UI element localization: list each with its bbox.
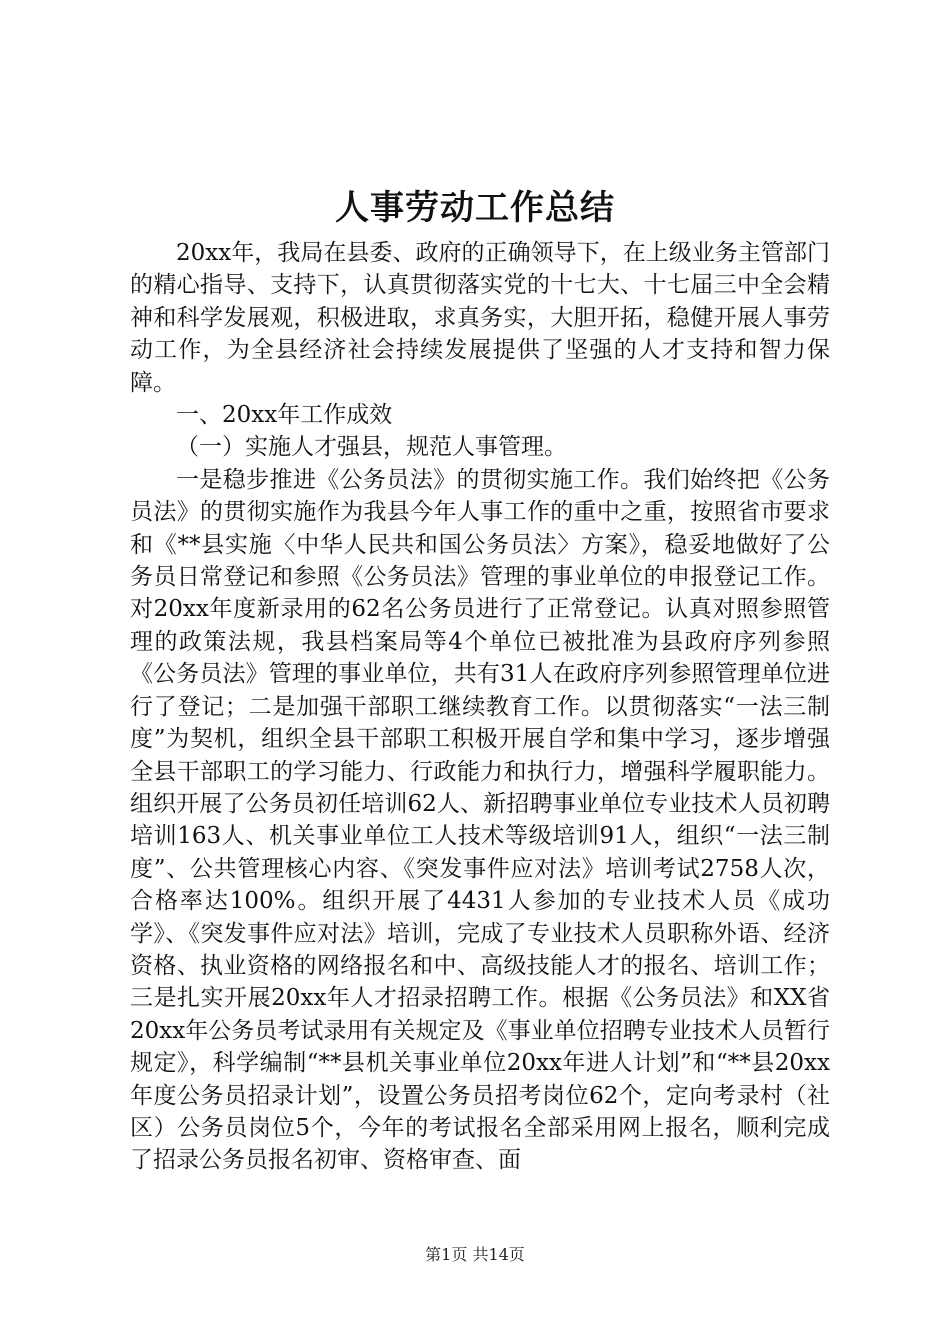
- page-number-footer: 第1页 共14页: [425, 1245, 525, 1264]
- intro-paragraph: 20xx年，我局在县委、政府的正确领导下，在上级业务主管部门的精心指导、支持下，认真贯彻落实党的十七大、十七届三中全会精神和科学发展观，积极进取，求真务实，大胆开拓，稳健开展人事劳动工作，为全县经济社会持续发展提供了坚强的人才支持和智力保障。: [130, 240, 830, 396]
- subsection-heading: （一）实施人才强县，规范人事管理。: [176, 434, 567, 461]
- body-paragraph: 一是稳步推进《公务员法》的贯彻实施工作。我们始终把《公务员法》的贯彻实施作为我县今年人事工作的重中之重，按照省市要求和《**县实施〈中华人民共和国公务员法〉方案》，稳妥地做好了公务员日常登记和参照《公务员法》管理的事业单位的申报登记工作。对20xx年度新录用的62名公务员进行了正常登记。认真对照参照管理的政策法规，我县档案局等4个单位已被批准为县政府序列参照《公务员法》管理的事业单位，共有31人在政府序列参照管理单位进行了登记；二是加强干部职工继续教育工作。以贯彻落实“一法三制度”为契机，组织全县干部职工积极开展自学和集中学习，逐步增强全县干部职工的学习能力、行政能力和执行力，增强科学履职能力。组织开展了公务员初任培训62人、新招聘事业单位专业技术人员初聘培训163人、机关事业单位工人技术等级培训91人，组织“一法三制度”、公共管理核心内容、《突发事件应对法》培训考试2758人次，合格率达100%。组织开展了4431人参加的专业技术人员《成功学》、《突发事件应对法》培训，完成了专业技术人员职称外语、经济资格、执业资格的网络报名和中、高级技能人才的报名、培训工作；三是扎实开展20xx年人才招录招聘工作。根据《公务员法》和XX省20xx年公务员考试录用有关规定及《事业单位招聘专业技术人员暂行规定》，科学编制“**县机关事业单位20xx年进人计划”和“**县20xx年度公务员招录计划”，设置公务员招考岗位62个，定向考录村（社区）公务员岗位5个，今年的考试报名全部采用网上报名，顺利完成了招录公务员报名初审、资格审查、面: [130, 466, 830, 1174]
- document-title: 人事劳动工作总结: [335, 188, 615, 228]
- section-heading: 一、20xx年工作成效: [176, 402, 393, 429]
- document-body: [130, 237, 830, 1177]
